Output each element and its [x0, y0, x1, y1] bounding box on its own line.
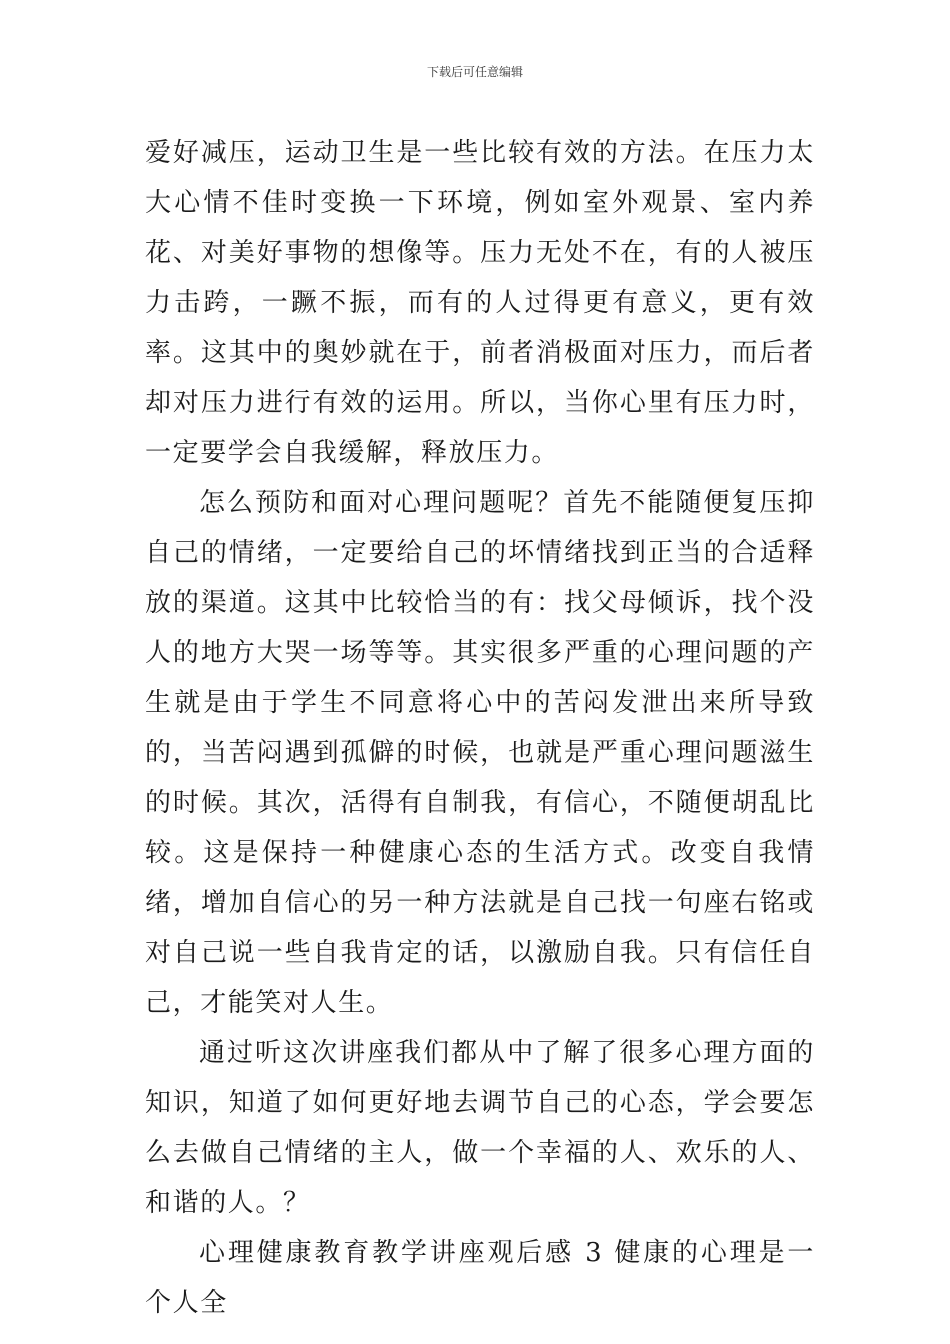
paragraph-3: 通过听这次讲座我们都从中了解了很多心理方面的知识，知道了如何更好地去调节自己的心态，学会要怎么去做自己情绪的主人，做一个幸福的人、欢乐的人、和谐的人。？ [145, 1038, 815, 1218]
paragraph-1: 爱好减压，运动卫生是一些比较有效的方法。在压力太大心情不佳时变换一下环境，例如室外观景、室内养花、对美好事物的想像等。压力无处不在，有的人被压力击跨，一蹶不振，而有的人过得更有意义，更有效率。这其中的奥妙就在于，前者消极面对压力，而后者却对压力进行有效的运用。所以，当你心里有压力时，一定要学会自我缓解，释放压力。 [145, 138, 815, 468]
paragraph-2: 怎么预防和面对心理问题呢？首先不能随便复压抑自己的情绪，一定要给自己的坏情绪找到正当的合适释放的渠道。这其中比较恰当的有：找父母倾诉，找个没人的地方大哭一场等等。其实很多严重的心理问题的产生就是由于学生不同意将心中的苦闷发泄出来所导致的，当苦闷遇到孤僻的时候，也就是严重心理问题滋生的时候。其次，活得有自制我，有信心，不随便胡乱比较。这是保持一种健康心态的生活方式。改变自我情绪，增加自信心的另一种方法就是自己找一句座右铭或对自己说一些自我肯定的话，以激励自我。只有信任自己，才能笑对人生。 [145, 488, 815, 1018]
paragraph-4: 心理健康教育教学讲座观后感 3 健康的心理是一个人全 [145, 1238, 815, 1318]
header-note: 下载后可任意编辑 [426, 65, 523, 79]
document-body [145, 128, 815, 1328]
